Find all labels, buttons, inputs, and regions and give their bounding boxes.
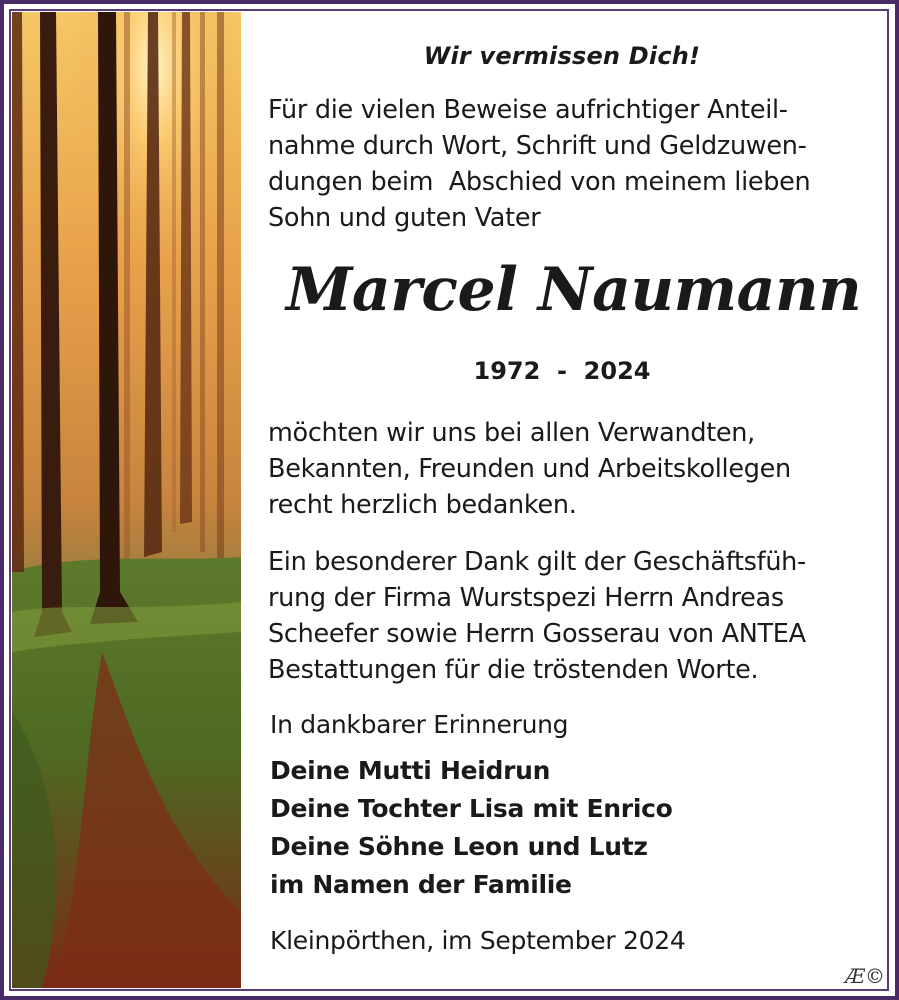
headline: Wir vermissen Dich! bbox=[423, 42, 701, 70]
forest-photo bbox=[12, 12, 241, 988]
thanks-line: recht herzlich bedanken. bbox=[268, 490, 577, 520]
deceased-name: Marcel Naumann bbox=[286, 255, 862, 325]
special-thanks-paragraph bbox=[268, 544, 806, 688]
intro-line: dungen beim Abschied von meinem lieben bbox=[268, 167, 811, 197]
thanks-line: möchten wir uns bei allen Verwandten, bbox=[268, 418, 755, 448]
publisher-mark: Æ© bbox=[844, 964, 885, 988]
signer: Deine Mutti Heidrun bbox=[270, 756, 551, 785]
intro-paragraph bbox=[268, 92, 810, 236]
intro-line: Für die vielen Beweise aufrichtiger Anteil- bbox=[268, 95, 788, 125]
signer: Deine Tochter Lisa mit Enrico bbox=[270, 794, 673, 823]
special-thanks-line: rung der Firma Wurstspezi Herrn Andreas bbox=[268, 583, 784, 613]
special-thanks-line: Bestattungen für die tröstenden Worte. bbox=[268, 655, 759, 685]
intro-line: nahme durch Wort, Schrift und Geldzuwen- bbox=[268, 131, 807, 161]
intro-line: Sohn und guten Vater bbox=[268, 203, 541, 233]
signers-list bbox=[270, 752, 673, 904]
signer: Deine Söhne Leon und Lutz bbox=[270, 832, 648, 861]
thanks-paragraph bbox=[268, 415, 791, 523]
thanks-line: Bekannten, Freunden und Arbeitskollegen bbox=[268, 454, 791, 484]
special-thanks-line: Scheefer sowie Herrn Gosserau von ANTEA bbox=[268, 619, 806, 649]
life-years: 1972 - 2024 bbox=[473, 357, 651, 385]
special-thanks-line: Ein besonderer Dank gilt der Geschäftsfüh- bbox=[268, 547, 806, 577]
closing-phrase: In dankbarer Erinnerung bbox=[270, 710, 569, 739]
signer: im Namen der Familie bbox=[270, 870, 572, 899]
place-date: Kleinpörthen, im September 2024 bbox=[270, 926, 686, 955]
